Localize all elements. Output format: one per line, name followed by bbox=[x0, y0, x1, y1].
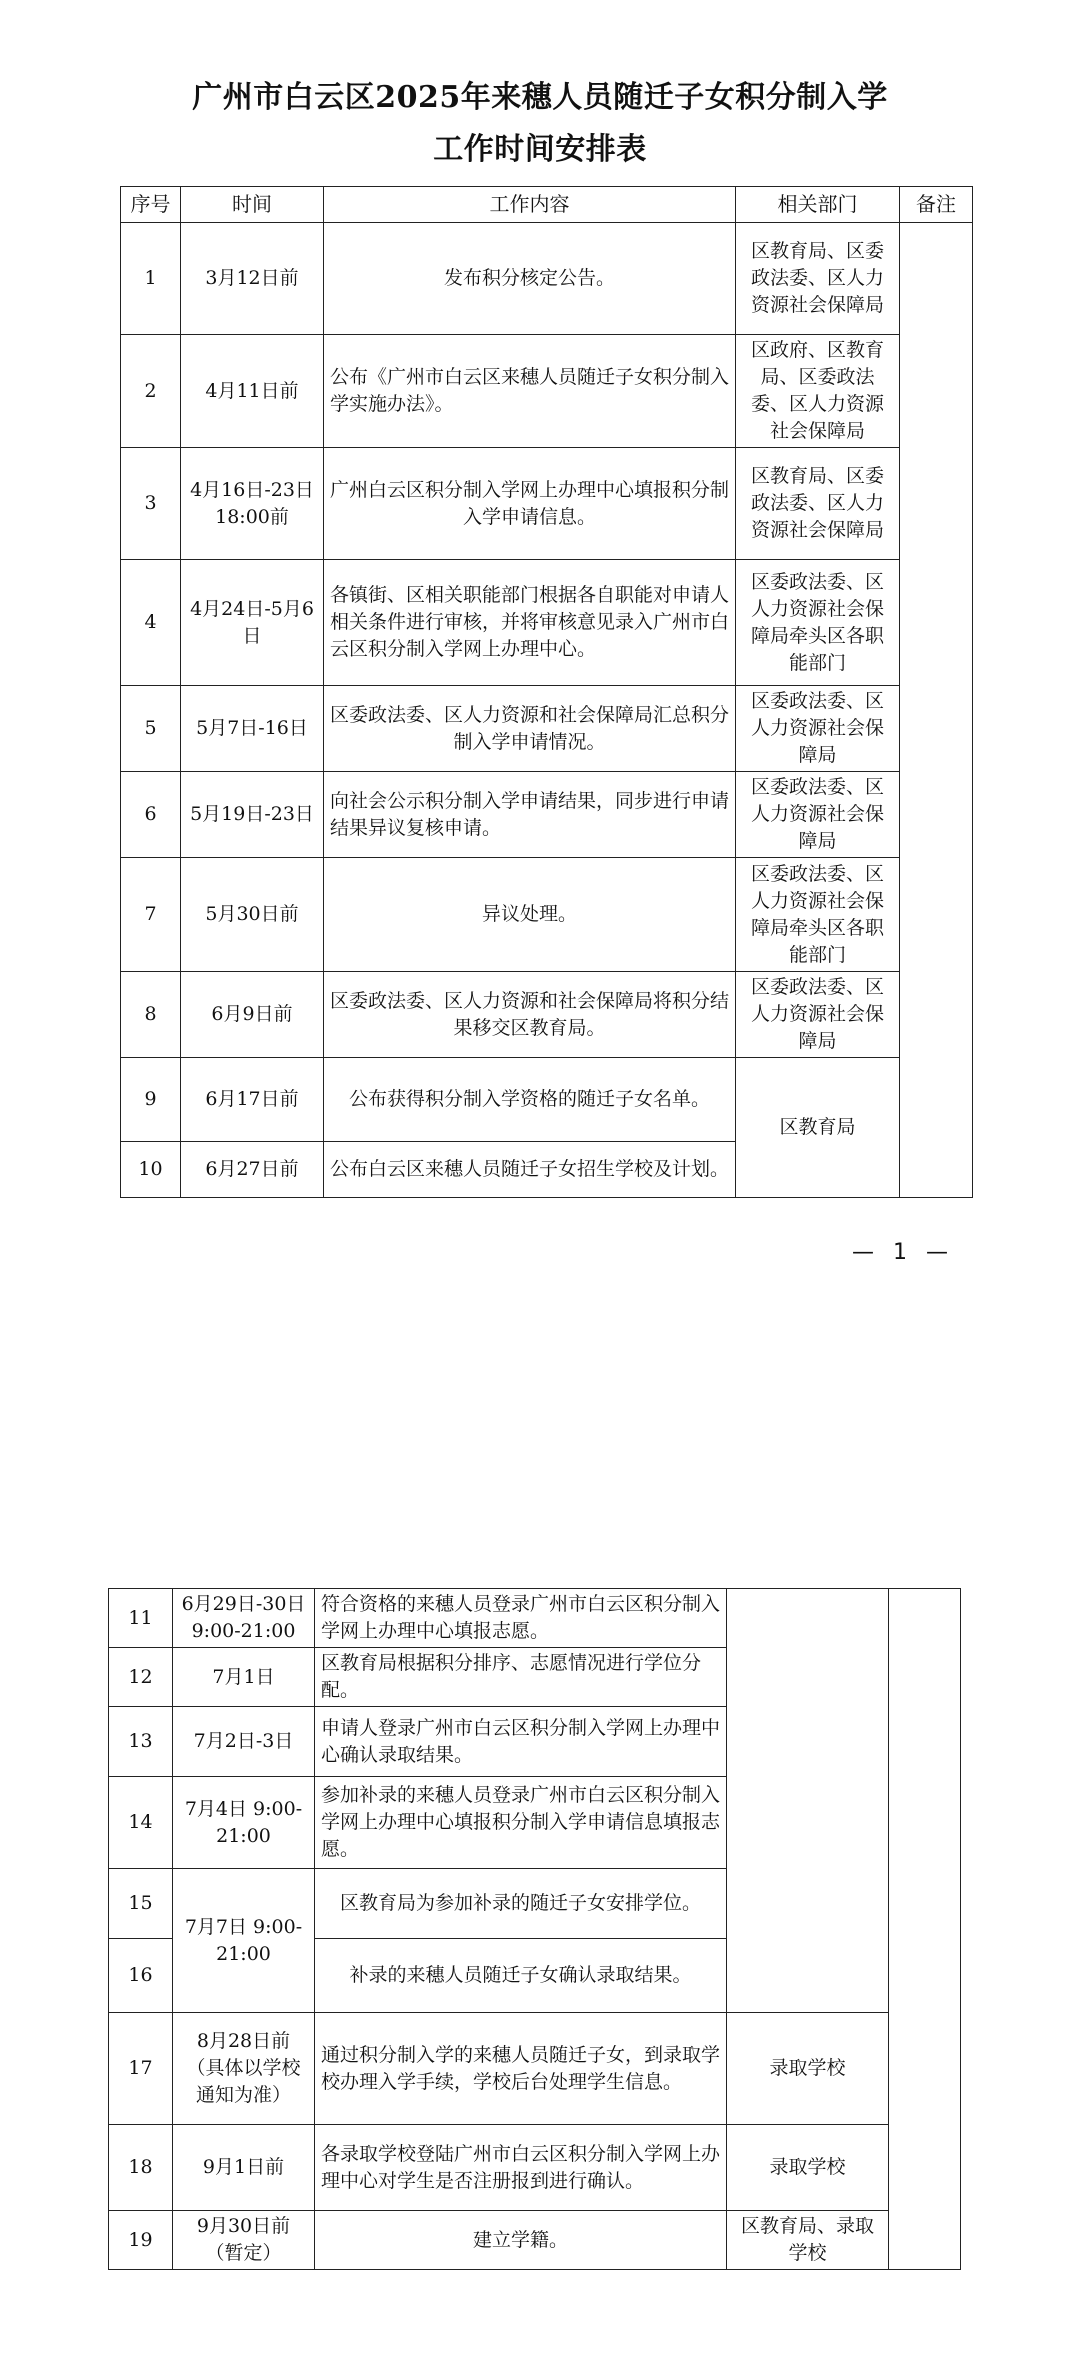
row-time: 8月28日前（具体以学校通知为准） bbox=[173, 2013, 315, 2125]
row-seq: 19 bbox=[109, 2211, 173, 2270]
row-seq: 12 bbox=[109, 1648, 173, 1707]
row-seq: 10 bbox=[121, 1142, 181, 1198]
row-content: 广州白云区积分制入学网上办理中心填报积分制入学申请信息。 bbox=[324, 448, 736, 560]
header-note: 备注 bbox=[900, 187, 973, 223]
row-dept: 区政府、区教育局、区委政法委、区人力资源社会保障局 bbox=[736, 335, 900, 448]
header-dept: 相关部门 bbox=[736, 187, 900, 223]
row-dept: 录取学校 bbox=[727, 2013, 889, 2125]
row-time: 4月24日-5月6日 bbox=[181, 560, 324, 686]
page-number: — 1 — bbox=[852, 1240, 954, 1265]
row-time: 4月16日-23日18:00前 bbox=[181, 448, 324, 560]
table-row bbox=[121, 772, 973, 858]
table-row bbox=[109, 2013, 961, 2125]
row-seq: 3 bbox=[121, 448, 181, 560]
row-content: 各镇街、区相关职能部门根据各自职能对申请人相关条件进行审核，并将审核意见录入广州市白云区积分制入学网上办理中心。 bbox=[324, 560, 736, 686]
row-seq: 5 bbox=[121, 686, 181, 772]
row-content: 符合资格的来穗人员登录广州市白云区积分制入学网上办理中心填报志愿。 bbox=[315, 1589, 727, 1648]
row-seq: 17 bbox=[109, 2013, 173, 2125]
document-title: 广州市白云区2025年来穗人员随迁子女积分制入学 bbox=[192, 80, 888, 115]
row-seq: 6 bbox=[121, 772, 181, 858]
row-dept: 区教育局、区委政法委、区人力资源社会保障局 bbox=[736, 223, 900, 335]
table-row bbox=[121, 972, 973, 1058]
row-seq: 9 bbox=[121, 1058, 181, 1142]
row-dept: 区委政法委、区人力资源社会保障局 bbox=[736, 686, 900, 772]
row-dept: 区委政法委、区人力资源社会保障局 bbox=[736, 972, 900, 1058]
row-dept-empty bbox=[727, 1589, 889, 2013]
note-cell bbox=[889, 1589, 961, 2270]
row-dept: 区教育局 bbox=[736, 1058, 900, 1198]
header-content: 工作内容 bbox=[324, 187, 736, 223]
row-seq: 1 bbox=[121, 223, 181, 335]
row-time: 5月30日前 bbox=[181, 858, 324, 972]
row-time: 6月29日-30日 9:00-21:00 bbox=[173, 1589, 315, 1648]
row-seq: 7 bbox=[121, 858, 181, 972]
table-row bbox=[121, 448, 973, 560]
row-content: 发布积分核定公告。 bbox=[324, 223, 736, 335]
row-content: 公布白云区来穗人员随迁子女招生学校及计划。 bbox=[324, 1142, 736, 1198]
row-content: 申请人登录广州市白云区积分制入学网上办理中心确认录取结果。 bbox=[315, 1707, 727, 1777]
row-dept: 区教育局、区委政法委、区人力资源社会保障局 bbox=[736, 448, 900, 560]
row-seq: 2 bbox=[121, 335, 181, 448]
table-header-row bbox=[121, 187, 973, 223]
row-seq: 15 bbox=[109, 1869, 173, 1939]
row-content: 公布获得积分制入学资格的随迁子女名单。 bbox=[324, 1058, 736, 1142]
row-content: 公布《广州市白云区来穗人员随迁子女积分制入学实施办法》。 bbox=[324, 335, 736, 448]
row-content: 区委政法委、区人力资源和社会保障局汇总积分制入学申请情况。 bbox=[324, 686, 736, 772]
row-time: 3月12日前 bbox=[181, 223, 324, 335]
row-seq: 8 bbox=[121, 972, 181, 1058]
header-seq: 序号 bbox=[121, 187, 181, 223]
row-content: 建立学籍。 bbox=[315, 2211, 727, 2270]
table-row bbox=[109, 1589, 961, 1648]
row-seq: 11 bbox=[109, 1589, 173, 1648]
header-time: 时间 bbox=[181, 187, 324, 223]
row-time: 5月19日-23日 bbox=[181, 772, 324, 858]
row-content: 补录的来穗人员随迁子女确认录取结果。 bbox=[315, 1939, 727, 2013]
row-time: 5月7日-16日 bbox=[181, 686, 324, 772]
row-content: 参加补录的来穗人员登录广州市白云区积分制入学网上办理中心填报积分制入学申请信息填报志愿。 bbox=[315, 1777, 727, 1869]
row-seq: 18 bbox=[109, 2125, 173, 2211]
row-time: 4月11日前 bbox=[181, 335, 324, 448]
row-time: 6月27日前 bbox=[181, 1142, 324, 1198]
row-seq: 13 bbox=[109, 1707, 173, 1777]
row-time: 6月9日前 bbox=[181, 972, 324, 1058]
table-row bbox=[121, 560, 973, 686]
note-cell bbox=[900, 223, 973, 1198]
row-content: 区委政法委、区人力资源和社会保障局将积分结果移交区教育局。 bbox=[324, 972, 736, 1058]
schedule-table-page-1 bbox=[120, 186, 973, 1198]
row-dept: 区委政法委、区人力资源社会保障局牵头区各职能部门 bbox=[736, 858, 900, 972]
row-time: 7月7日 9:00-21:00 bbox=[173, 1869, 315, 2013]
row-seq: 4 bbox=[121, 560, 181, 686]
row-content: 通过积分制入学的来穗人员随迁子女，到录取学校办理入学手续，学校后台处理学生信息。 bbox=[315, 2013, 727, 2125]
row-dept: 区委政法委、区人力资源社会保障局 bbox=[736, 772, 900, 858]
row-dept: 录取学校 bbox=[727, 2125, 889, 2211]
table-row bbox=[121, 335, 973, 448]
row-seq: 16 bbox=[109, 1939, 173, 2013]
row-content: 区教育局根据积分排序、志愿情况进行学位分配。 bbox=[315, 1648, 727, 1707]
row-time: 7月4日 9:00-21:00 bbox=[173, 1777, 315, 1869]
document-subtitle: 工作时间安排表 bbox=[433, 132, 647, 167]
row-time: 6月17日前 bbox=[181, 1058, 324, 1142]
table-row bbox=[121, 686, 973, 772]
row-content: 区教育局为参加补录的随迁子女安排学位。 bbox=[315, 1869, 727, 1939]
table-row bbox=[121, 1058, 973, 1142]
row-content: 各录取学校登陆广州市白云区积分制入学网上办理中心对学生是否注册报到进行确认。 bbox=[315, 2125, 727, 2211]
table-row bbox=[121, 858, 973, 972]
row-time: 9月1日前 bbox=[173, 2125, 315, 2211]
row-content: 向社会公示积分制入学申请结果，同步进行申请结果异议复核申请。 bbox=[324, 772, 736, 858]
row-seq: 14 bbox=[109, 1777, 173, 1869]
row-content: 异议处理。 bbox=[324, 858, 736, 972]
row-time: 9月30日前（暂定） bbox=[173, 2211, 315, 2270]
row-dept: 区委政法委、区人力资源社会保障局牵头区各职能部门 bbox=[736, 560, 900, 686]
table-row bbox=[121, 223, 973, 335]
row-time: 7月2日-3日 bbox=[173, 1707, 315, 1777]
row-dept: 区教育局、录取学校 bbox=[727, 2211, 889, 2270]
row-time: 7月1日 bbox=[173, 1648, 315, 1707]
schedule-table-page-2 bbox=[108, 1588, 961, 2270]
table-row bbox=[109, 2125, 961, 2211]
table-row bbox=[109, 2211, 961, 2270]
